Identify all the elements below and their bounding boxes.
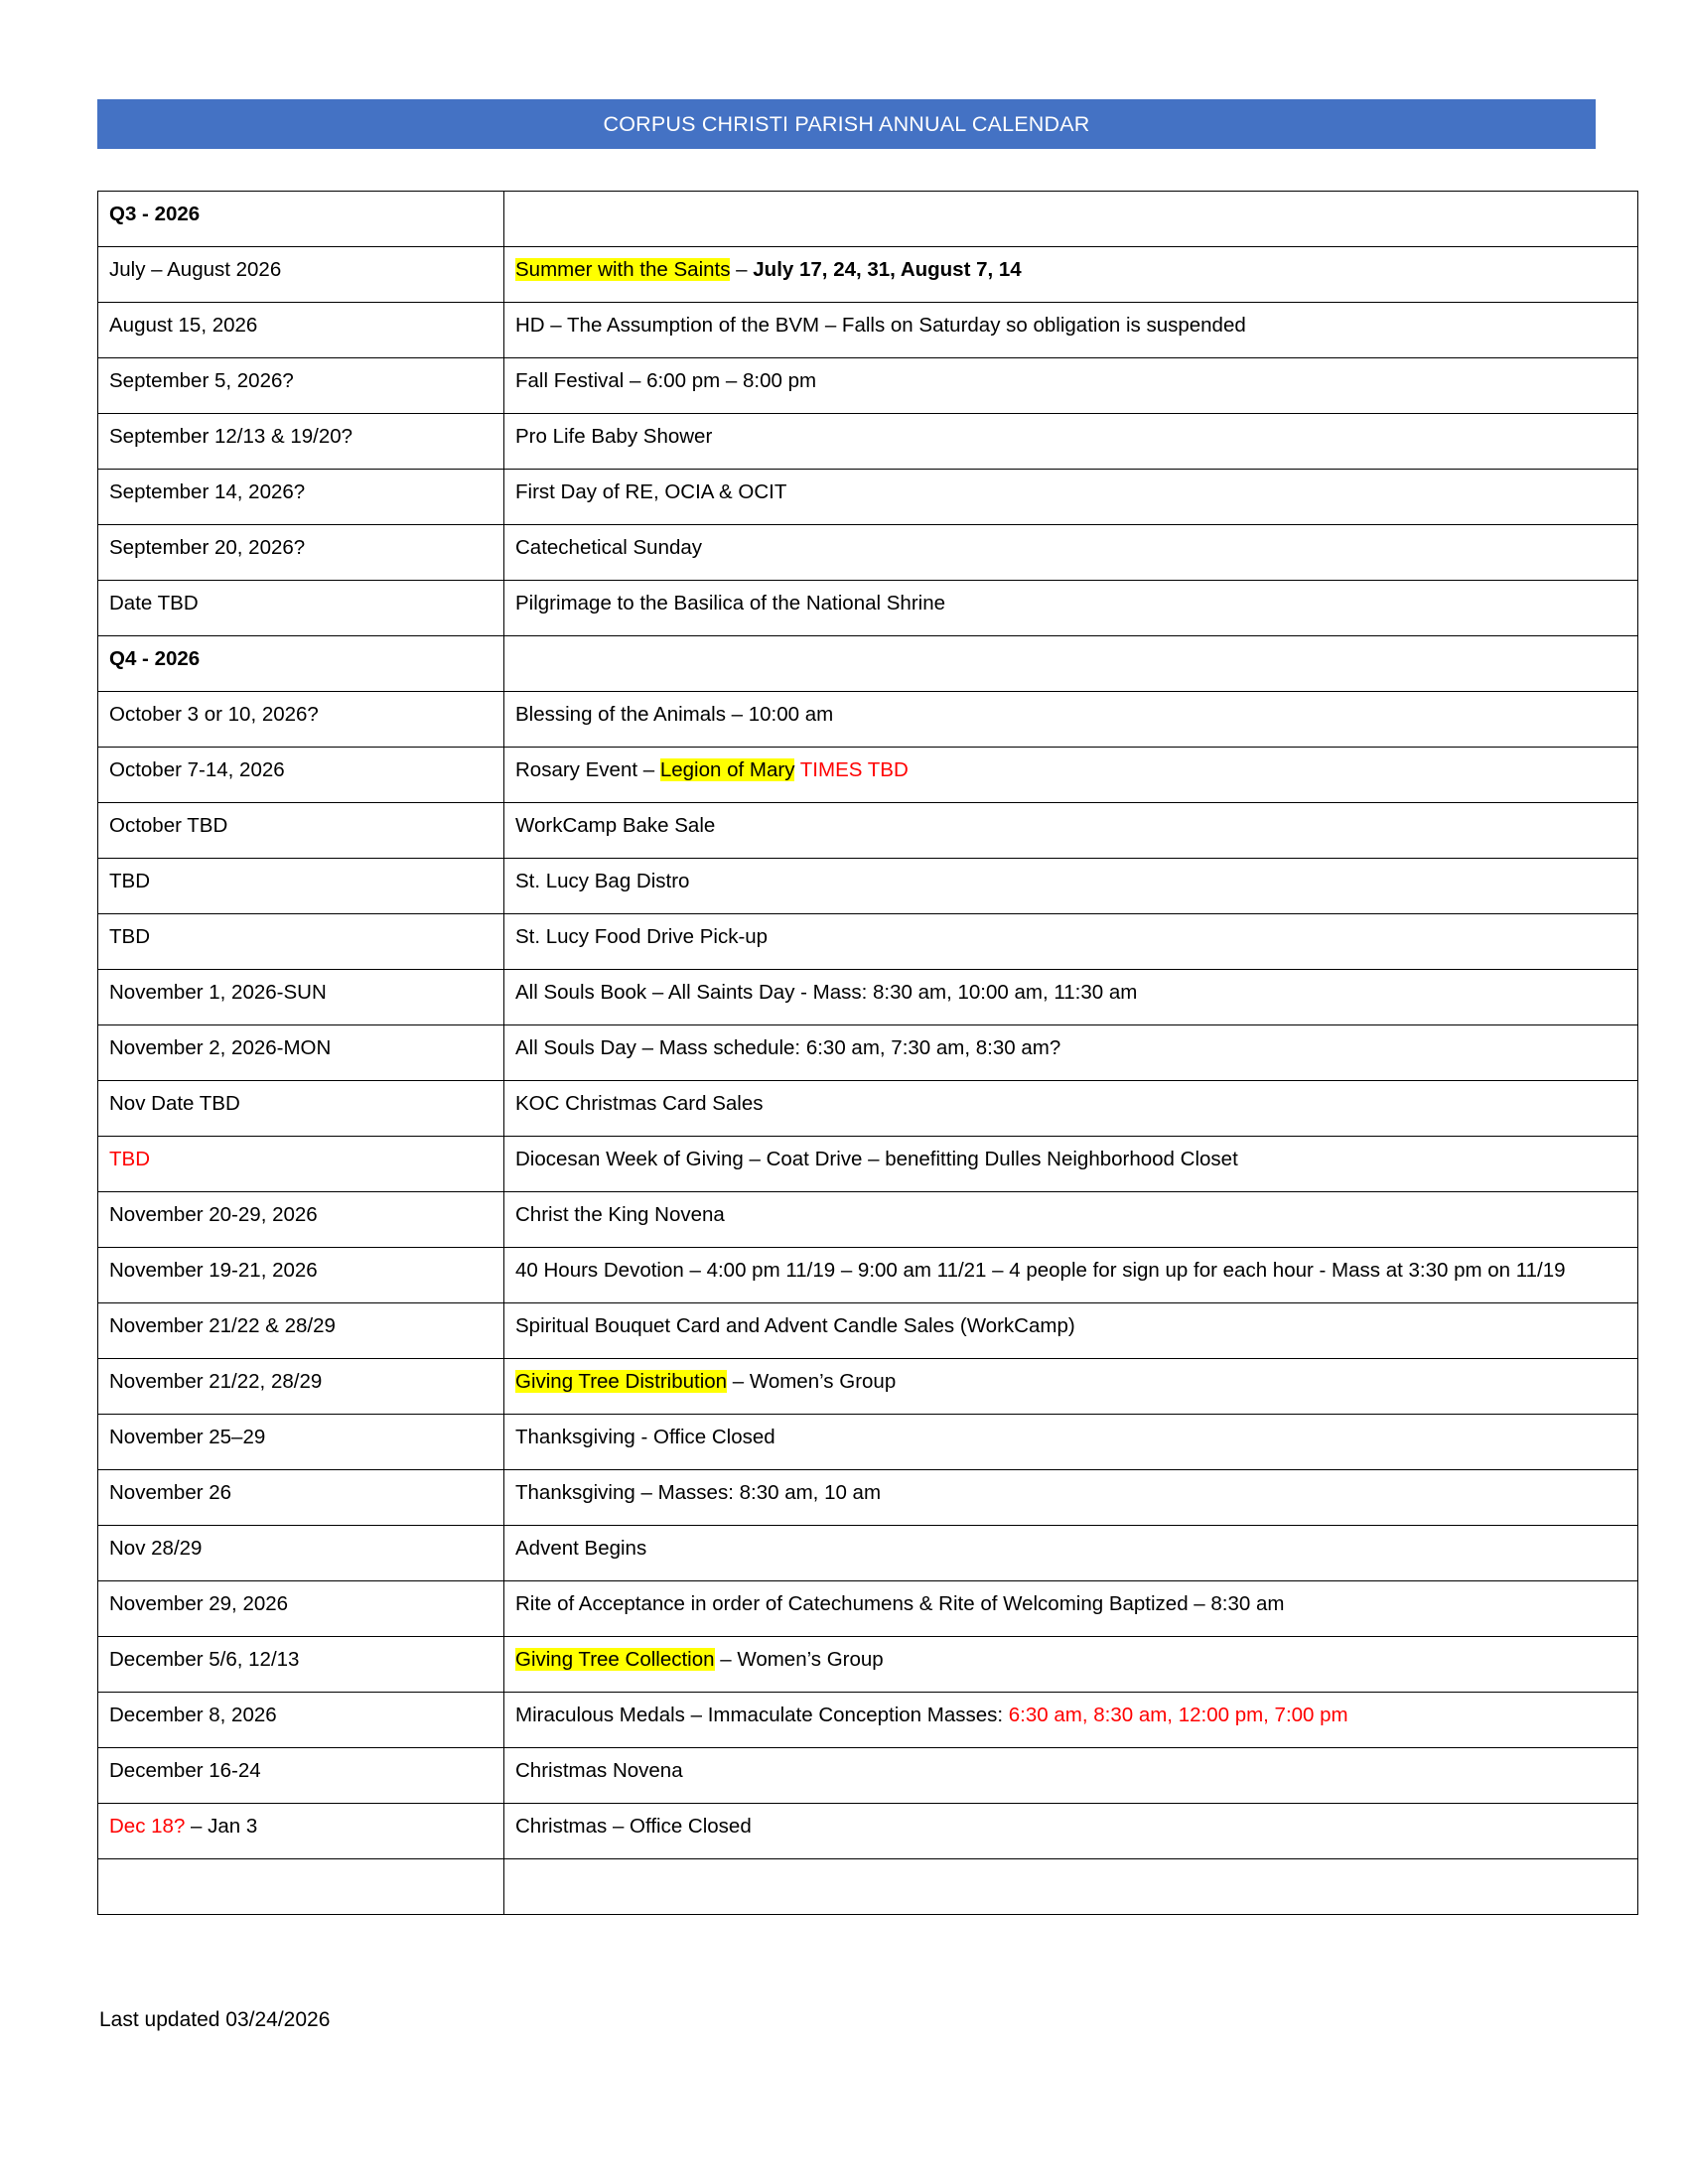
event-cell bbox=[504, 192, 1638, 247]
date-cell: Nov Date TBD bbox=[98, 1081, 504, 1137]
page-title: CORPUS CHRISTI PARISH ANNUAL CALENDAR bbox=[603, 111, 1090, 136]
date-cell: September 20, 2026? bbox=[98, 525, 504, 581]
table-row bbox=[98, 970, 1638, 1025]
event-cell bbox=[504, 636, 1638, 692]
text-run: Thanksgiving – Masses: 8:30 am, 10 am bbox=[515, 1481, 882, 1504]
text-run: Christmas – Office Closed bbox=[515, 1815, 752, 1838]
event-cell bbox=[504, 1137, 1638, 1192]
event-cell bbox=[504, 1748, 1638, 1804]
text-run: Pilgrimage to the Basilica of the National Shrine bbox=[515, 592, 946, 614]
date-cell bbox=[98, 1137, 504, 1192]
event-cell bbox=[504, 414, 1638, 470]
text-run: KOC Christmas Card Sales bbox=[515, 1092, 764, 1115]
event-cell bbox=[504, 1693, 1638, 1748]
date-cell: November 21/22, 28/29 bbox=[98, 1359, 504, 1415]
table-row bbox=[98, 1748, 1638, 1804]
text-run: – Jan 3 bbox=[185, 1815, 258, 1838]
date-cell: Date TBD bbox=[98, 581, 504, 636]
event-cell bbox=[504, 358, 1638, 414]
text-run: Blessing of the Animals – 10:00 am bbox=[515, 703, 834, 726]
table-row bbox=[98, 1693, 1638, 1748]
text-run: Advent Begins bbox=[515, 1537, 647, 1560]
event-cell bbox=[504, 247, 1638, 303]
text-run: Christmas Novena bbox=[515, 1759, 683, 1782]
event-cell bbox=[504, 1248, 1638, 1303]
date-cell: July – August 2026 bbox=[98, 247, 504, 303]
table-row bbox=[98, 1581, 1638, 1637]
calendar-title-banner bbox=[97, 99, 1596, 149]
text-run: All Souls Day – Mass schedule: 6:30 am, 7:30 am, 8:30 am? bbox=[515, 1036, 1061, 1059]
date-cell: August 15, 2026 bbox=[98, 303, 504, 358]
table-row bbox=[98, 1025, 1638, 1081]
event-cell bbox=[504, 859, 1638, 914]
event-cell bbox=[504, 803, 1638, 859]
text-run: Miraculous Medals – Immaculate Conception Masses: bbox=[515, 1704, 1009, 1726]
red-text: Dec 18? bbox=[109, 1815, 186, 1838]
text-run: Rite of Acceptance in order of Catechumens & Rite of Welcoming Baptized – 8:30 am bbox=[515, 1592, 1285, 1615]
event-cell bbox=[504, 303, 1638, 358]
table-row bbox=[98, 525, 1638, 581]
event-cell bbox=[504, 1804, 1638, 1859]
date-cell: November 2, 2026-MON bbox=[98, 1025, 504, 1081]
highlighted-text: Giving Tree Collection bbox=[515, 1648, 715, 1671]
red-text: TBD bbox=[109, 1148, 150, 1170]
text-run: – Women’s Group bbox=[727, 1370, 897, 1393]
quarter-header-row bbox=[98, 192, 1638, 247]
date-cell: TBD bbox=[98, 914, 504, 970]
event-cell bbox=[504, 581, 1638, 636]
event-cell bbox=[504, 1081, 1638, 1137]
quarter-label-cell: Q4 - 2026 bbox=[98, 636, 504, 692]
event-cell bbox=[504, 1192, 1638, 1248]
bold-text: July 17, 24, 31, August 7, 14 bbox=[753, 258, 1022, 281]
quarter-header-row bbox=[98, 636, 1638, 692]
red-text: 6:30 am, 8:30 am, 12:00 pm, 7:00 pm bbox=[1008, 1704, 1348, 1726]
event-cell bbox=[504, 1303, 1638, 1359]
event-cell bbox=[504, 970, 1638, 1025]
text-run: St. Lucy Food Drive Pick-up bbox=[515, 925, 769, 948]
annual-calendar-table bbox=[97, 191, 1638, 1915]
table-row bbox=[98, 1303, 1638, 1359]
event-cell bbox=[504, 1581, 1638, 1637]
table-row bbox=[98, 470, 1638, 525]
date-cell: September 5, 2026? bbox=[98, 358, 504, 414]
date-cell: TBD bbox=[98, 859, 504, 914]
event-cell bbox=[504, 1470, 1638, 1526]
text-run: St. Lucy Bag Distro bbox=[515, 870, 690, 892]
event-cell bbox=[504, 1859, 1638, 1915]
event-cell bbox=[504, 1637, 1638, 1693]
event-cell bbox=[504, 525, 1638, 581]
text-run: Pro Life Baby Shower bbox=[515, 425, 713, 448]
empty-row bbox=[98, 1859, 1638, 1915]
text-run: All Souls Book – All Saints Day - Mass: 8:30 am, 10:00 am, 11:30 am bbox=[515, 981, 1138, 1004]
text-run: Thanksgiving - Office Closed bbox=[515, 1426, 775, 1448]
table-row bbox=[98, 358, 1638, 414]
table-row bbox=[98, 247, 1638, 303]
table-row bbox=[98, 1526, 1638, 1581]
text-run: Fall Festival – 6:00 pm – 8:00 pm bbox=[515, 369, 817, 392]
event-cell bbox=[504, 1415, 1638, 1470]
calendar-table-body bbox=[98, 192, 1638, 1915]
date-cell bbox=[98, 1859, 504, 1915]
event-cell bbox=[504, 692, 1638, 748]
event-cell bbox=[504, 1359, 1638, 1415]
table-row bbox=[98, 1081, 1638, 1137]
date-cell: December 8, 2026 bbox=[98, 1693, 504, 1748]
date-cell bbox=[98, 1804, 504, 1859]
table-row bbox=[98, 1804, 1638, 1859]
date-cell: November 1, 2026-SUN bbox=[98, 970, 504, 1025]
text-run: WorkCamp Bake Sale bbox=[515, 814, 716, 837]
table-row bbox=[98, 1192, 1638, 1248]
date-cell: October 7-14, 2026 bbox=[98, 748, 504, 803]
table-row bbox=[98, 692, 1638, 748]
table-row bbox=[98, 914, 1638, 970]
table-row bbox=[98, 581, 1638, 636]
table-row bbox=[98, 1248, 1638, 1303]
date-cell: November 25–29 bbox=[98, 1415, 504, 1470]
date-cell: Nov 28/29 bbox=[98, 1526, 504, 1581]
text-run: Spiritual Bouquet Card and Advent Candle Sales (WorkCamp) bbox=[515, 1314, 1075, 1337]
date-cell: November 26 bbox=[98, 1470, 504, 1526]
highlighted-text: Legion of Mary bbox=[659, 758, 795, 781]
table-row bbox=[98, 303, 1638, 358]
event-cell bbox=[504, 1526, 1638, 1581]
quarter-label-cell: Q3 - 2026 bbox=[98, 192, 504, 247]
date-cell: November 21/22 & 28/29 bbox=[98, 1303, 504, 1359]
text-run: Christ the King Novena bbox=[515, 1203, 725, 1226]
calendar-table-container bbox=[97, 191, 1596, 1915]
text-run: HD – The Assumption of the BVM – Falls on Saturday so obligation is suspended bbox=[515, 314, 1246, 337]
last-updated-footer: Last updated 03/24/2026 bbox=[99, 2008, 331, 2031]
highlighted-text: Giving Tree Distribution bbox=[515, 1370, 728, 1393]
table-row bbox=[98, 1470, 1638, 1526]
date-cell: October 3 or 10, 2026? bbox=[98, 692, 504, 748]
event-cell bbox=[504, 748, 1638, 803]
event-cell bbox=[504, 914, 1638, 970]
table-row bbox=[98, 748, 1638, 803]
table-row bbox=[98, 1137, 1638, 1192]
text-run: Diocesan Week of Giving – Coat Drive – benefitting Dulles Neighborhood Closet bbox=[515, 1148, 1238, 1170]
table-row bbox=[98, 803, 1638, 859]
event-cell bbox=[504, 470, 1638, 525]
event-cell bbox=[504, 1025, 1638, 1081]
table-row bbox=[98, 1359, 1638, 1415]
date-cell: September 12/13 & 19/20? bbox=[98, 414, 504, 470]
red-text: TIMES TBD bbox=[799, 758, 909, 781]
text-run: Catechetical Sunday bbox=[515, 536, 703, 559]
date-cell: December 5/6, 12/13 bbox=[98, 1637, 504, 1693]
table-row bbox=[98, 1415, 1638, 1470]
date-cell: November 20-29, 2026 bbox=[98, 1192, 504, 1248]
text-run: Rosary Event – bbox=[515, 758, 660, 781]
text-run: – bbox=[730, 258, 754, 281]
date-cell: December 16-24 bbox=[98, 1748, 504, 1804]
table-row bbox=[98, 1637, 1638, 1693]
highlighted-text: Summer with the Saints bbox=[515, 258, 731, 281]
date-cell: September 14, 2026? bbox=[98, 470, 504, 525]
table-row bbox=[98, 414, 1638, 470]
table-row bbox=[98, 859, 1638, 914]
text-run: – Women’s Group bbox=[714, 1648, 884, 1671]
text-run: 40 Hours Devotion – 4:00 pm 11/19 – 9:00 am 11/21 – 4 people for sign up for each hour - Mass at 3:30 pm on 11/19 bbox=[515, 1259, 1566, 1282]
date-cell: October TBD bbox=[98, 803, 504, 859]
date-cell: November 19-21, 2026 bbox=[98, 1248, 504, 1303]
text-run: First Day of RE, OCIA & OCIT bbox=[515, 480, 787, 503]
date-cell: November 29, 2026 bbox=[98, 1581, 504, 1637]
